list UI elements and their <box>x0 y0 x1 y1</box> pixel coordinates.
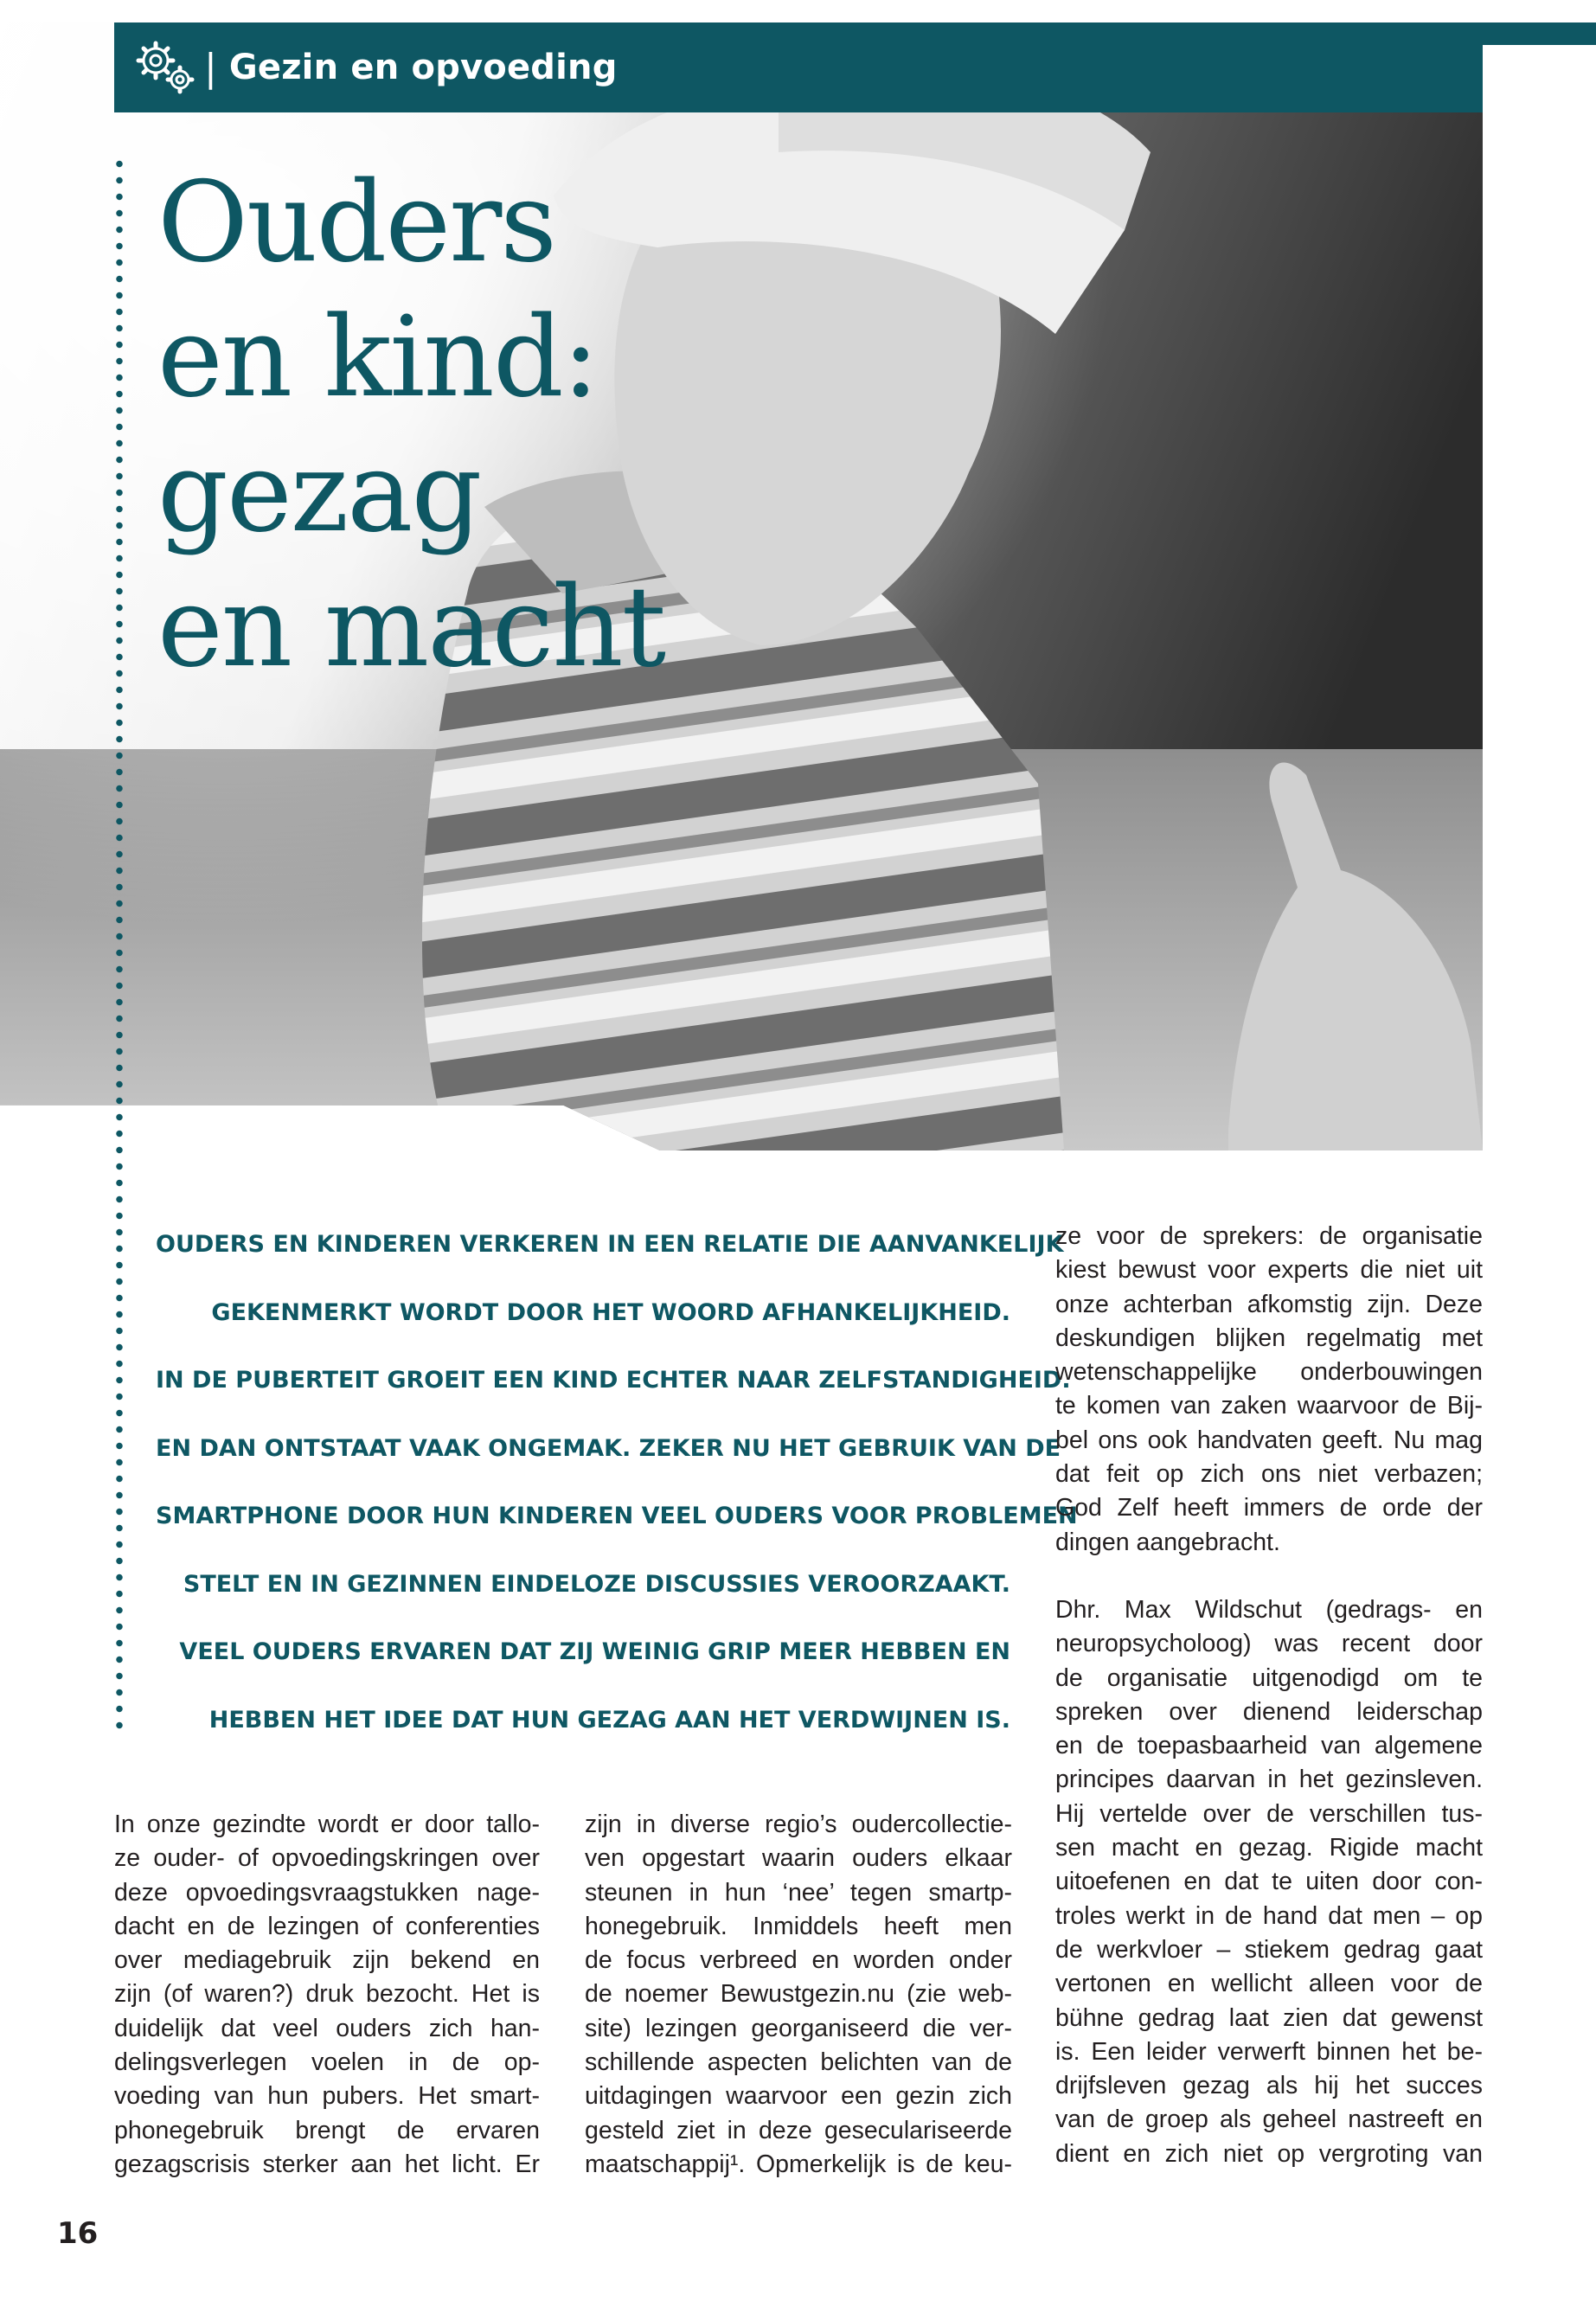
body-line: uitdagingen waarvoor een gezin zich <box>585 2082 1012 2111</box>
body-line: maatschappij¹. Opmerkelijk is de keu- <box>585 2150 1012 2178</box>
body-line: kiest bewust voor experts die niet uit <box>1055 1256 1483 1285</box>
body-column-1 <box>114 1808 540 2182</box>
body-line: deskundigen blijken regelmatig met <box>1055 1324 1483 1352</box>
body-line: dacht en de lezingen of conferenties <box>114 1912 540 1940</box>
body-line: honegebruik. Inmiddels heeft men <box>585 1912 1012 1940</box>
body-line: wetenschappelijke onderbouwingen <box>1055 1358 1483 1387</box>
title-line: Ouders <box>157 158 555 287</box>
intro-line: STELT EN IN GEZINNEN EINDELOZE DISCUSSIES VEROORZAAKT. <box>183 1570 1010 1598</box>
intro-line: VEEL OUDERS ERVAREN DAT ZIJ WEINIG GRIP MEER HEBBEN EN <box>179 1638 1010 1665</box>
intro-line: OUDERS EN KINDEREN VERKEREN IN EEN RELATIE DIE AANVANKELIJK <box>156 1231 1064 1258</box>
gears-icon <box>130 33 199 102</box>
section-tab <box>114 22 1483 112</box>
body-line: ven opgestart waarin ouders elkaar <box>585 1844 1012 1873</box>
body-line: In onze gezindte wordt er door tallo- <box>114 1811 540 1838</box>
body-line: God Zelf heeft immers de orde der <box>1055 1494 1483 1522</box>
body-line: dingen aangebracht. <box>1055 1528 1280 1556</box>
intro-line: GEKENMERKT WORDT DOOR HET WOORD AFHANKELIJKHEID. <box>211 1298 1010 1326</box>
body-line: neuropsycholoog) was recent door <box>1055 1630 1483 1658</box>
section-label: Gezin en opvoeding <box>228 48 618 87</box>
intro-line: EN DAN ONTSTAAT VAAK ONGEMAK. ZEKER NU HET GEBRUIK VAN DE <box>156 1434 1061 1462</box>
body-line: phonegebruik brengt de ervaren <box>114 2116 540 2144</box>
body-line: de noemer Bewustgezin.nu (zie web- <box>585 1980 1012 2009</box>
intro-lead <box>156 1211 1078 1754</box>
dotted-divider <box>115 156 124 1730</box>
body-line: bel ons ook handvaten geeft. Nu mag <box>1055 1426 1483 1454</box>
body-line: dat feit op zich ons niet verbazen; <box>1055 1460 1483 1489</box>
title-line: en kind: <box>157 293 598 422</box>
body-line: de werkvloer – stiekem gedrag gaat <box>1055 1935 1483 1964</box>
article-title <box>157 156 664 695</box>
body-column-3 <box>1055 1220 1483 2171</box>
body-line: gesteld ziet in deze geseculariseerde <box>585 2116 1012 2144</box>
body-line: zijn in diverse regio’s oudercollectie- <box>585 1811 1012 1838</box>
body-line: dient en zich niet op vergroting van <box>1055 2139 1483 2168</box>
body-line: deze opvoedingsvraagstukken nage- <box>114 1878 540 1907</box>
body-line: principes daarvan in het gezinsleven. <box>1055 1766 1483 1794</box>
intro-line: SMARTPHONE DOOR HUN KINDEREN VEEL OUDERS VOOR PROBLEMEN <box>156 1503 1078 1529</box>
body-line: sen macht en gezag. Rigide macht <box>1055 1834 1483 1862</box>
intro-line: IN DE PUBERTEIT GROEIT EEN KIND ECHTER NAAR ZELFSTANDIGHEID. <box>156 1367 1071 1394</box>
intro-line: HEBBEN HET IDEE DAT HUN GEZAG AAN HET VERDWIJNEN IS. <box>208 1706 1010 1734</box>
page-number: 16 <box>57 2216 99 2251</box>
body-line: Hij vertelde over de verschillen tus- <box>1055 1799 1483 1828</box>
body-line: schillende aspecten belichten van de <box>585 2048 1012 2077</box>
body-line: spreken over dienend leiderschap <box>1055 1697 1483 1726</box>
body-line: vertonen en wellicht alleen voor de <box>1055 1970 1483 1998</box>
body-line: van de groep als geheel nastreeft en <box>1055 2106 1483 2134</box>
body-line: en de toepasbaarheid van algemene <box>1055 1732 1483 1760</box>
body-line: site) lezingen georganiseerd die ver- <box>585 2014 1012 2042</box>
body-line: steunen in hun ‘nee’ tegen smartp- <box>585 1878 1012 1907</box>
body-line: ze voor de sprekers: de organisatie <box>1055 1222 1483 1250</box>
body-line: is. Een leider verwerft binnen het be- <box>1055 2037 1483 2066</box>
body-line: de organisatie uitgenodigd om te <box>1055 1663 1483 1692</box>
body-line: onze achterban afkomstig zijn. Deze <box>1055 1290 1483 1318</box>
title-line: en macht <box>157 563 665 692</box>
title-line: gezag <box>157 428 481 557</box>
body-line: zijn (of waren?) druk bezocht. Het is <box>114 1980 540 2009</box>
body-column-2 <box>585 1808 1012 2182</box>
body-line: uitoefenen en dat te uiten door con- <box>1055 1868 1483 1896</box>
body-line: troles werkt in de hand dat men – op <box>1055 1901 1483 1930</box>
body-line: Dhr. Max Wildschut (gedrags- en <box>1055 1595 1483 1624</box>
body-line: voeding van hun pubers. Het smart- <box>114 2082 540 2111</box>
body-line: de focus verbreed en worden onder <box>585 1946 1012 1975</box>
body-line: over mediagebruik zijn bekend en <box>114 1946 540 1975</box>
body-line: gezagscrisis sterker aan het licht. Er <box>114 2150 540 2178</box>
body-line: bühne gedrag laat zien dat gewenst <box>1055 2003 1483 2032</box>
body-line: te komen van zaken waarvoor de Bij- <box>1055 1392 1483 1420</box>
body-line: delingsverlegen voelen in de op- <box>114 2048 540 2077</box>
paragraph-gap <box>1055 1560 1483 1593</box>
body-line: drijfsleven gezag als hij het succes <box>1055 2072 1483 2100</box>
body-line: duidelijk dat veel ouders zich han- <box>114 2014 540 2042</box>
tab-separator: | <box>204 45 217 90</box>
body-line: ze ouder- of opvoedingskringen over <box>114 1844 540 1873</box>
